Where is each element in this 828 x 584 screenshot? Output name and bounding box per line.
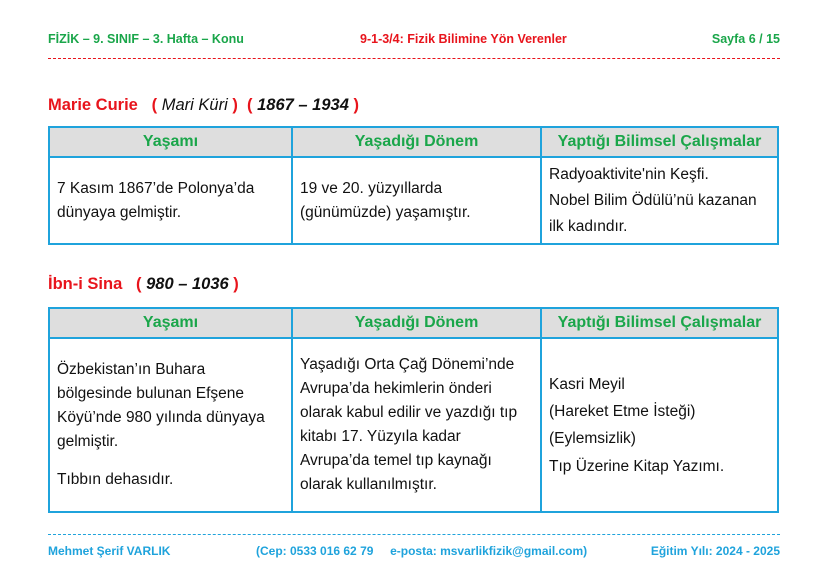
col-life: Yaşamı: [49, 308, 292, 338]
sina-life-text: Özbekistan’ın Buhara bölgesinde bulunan Efşene Köyü’nde 980 yılında dünyaya gelmiştir.: [57, 361, 265, 451]
header-page: Sayfa 6 / 15: [711, 32, 780, 46]
col-works: Yaptığı Bilimsel Çalışmalar: [541, 127, 778, 157]
sina-work: Kasri Meyil: [549, 376, 625, 394]
sina-life: [49, 338, 292, 512]
table-row: [49, 338, 778, 512]
sina-work: (Eylemsizlik): [549, 430, 636, 448]
sina-years: 980 – 1036: [146, 275, 229, 293]
sina-life-note: Tıbbın dehasıdır.: [57, 471, 174, 489]
footer-divider: [48, 534, 780, 535]
curie-reading: Mari Küri: [161, 96, 228, 114]
header-topic: 9-1-3/4: Fizik Bilimine Yön Verenler: [360, 32, 567, 46]
curie-title: Marie Curie ( Mari Küri ) ( 1867 – 1934 ): [48, 96, 359, 114]
curie-years: 1867 – 1934: [257, 96, 349, 114]
curie-works: [541, 157, 778, 244]
col-era: Yaşadığı Dönem: [292, 127, 541, 157]
sina-works: [541, 338, 778, 512]
curie-era: 19 ve 20. yüzyıllarda (günümüzde) yaşamıştır.: [292, 157, 541, 244]
sina-name: İbn-i Sina: [48, 275, 123, 293]
sina-table: [48, 307, 779, 513]
curie-work: Nobel Bilim Ödülü’nü kazanan ilk kadındır.: [549, 191, 757, 235]
footer-year: Eğitim Yılı: 2024 - 2025: [650, 544, 780, 558]
header-course: FİZİK – 9. SINIF – 3. Hafta – Konu: [48, 32, 244, 46]
footer-author: Mehmet Şerif VARLIK: [48, 544, 171, 558]
footer-contact: (Cep: 0533 016 62 79 e-posta: msvarlikfizik@gmail.com): [256, 544, 588, 558]
table-header-row: [49, 308, 778, 338]
sina-work: (Hareket Etme İsteği): [549, 403, 696, 421]
curie-work: Radyoaktivite'nin Keşfi.: [549, 166, 709, 184]
col-works: Yaptığı Bilimsel Çalışmalar: [541, 308, 778, 338]
sina-era: Yaşadığı Orta Çağ Dönemi’nde Avrupa’da hekimlerin önderi olarak kabul edilir ve yazdığı tıp kitabı 17. Yüzyıla kadar Avrupa’da temel tıp kaynağı olarak kullanılmıştır.: [292, 338, 541, 512]
curie-table: [48, 126, 779, 245]
col-era: Yaşadığı Dönem: [292, 308, 541, 338]
curie-name: Marie Curie: [48, 96, 138, 114]
curie-life: 7 Kasım 1867’de Polonya’da dünyaya gelmiştir.: [49, 157, 292, 244]
sina-title: İbn-i Sina ( 980 – 1036 ): [48, 275, 239, 293]
header-divider: [48, 58, 780, 59]
table-row: [49, 157, 778, 244]
table-header-row: [49, 127, 778, 157]
sina-work: Tıp Üzerine Kitap Yazımı.: [549, 457, 725, 475]
col-life: Yaşamı: [49, 127, 292, 157]
